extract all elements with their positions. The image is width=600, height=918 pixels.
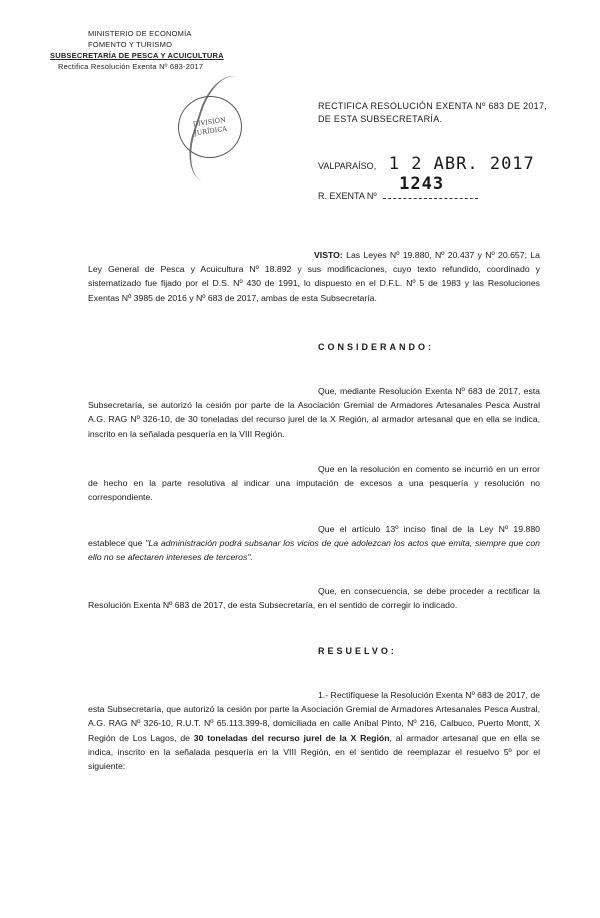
ministry-subtitle: FOMENTO Y TURISMO	[88, 40, 173, 49]
date-value: 1 2 ABR. 2017	[388, 154, 535, 174]
letterhead	[50, 28, 224, 72]
document-title	[318, 100, 547, 126]
considerando-heading: CONSIDERANDO:	[318, 342, 435, 352]
resolution-number: 1243	[399, 174, 445, 194]
resuelvo-heading: RESUELVO:	[318, 646, 397, 656]
visto-label: VISTO:	[314, 250, 343, 260]
resuelvo-p1	[88, 688, 540, 773]
resuelvo-p1-tail: , al armador artesanal que en ella se indica, inscrito en la señalada pesquería en la VIII Región, en el sentido de reemplazar el resuelvo 5º por el siguiente:	[88, 732, 540, 772]
considerando-p2: Que en la resolución en comento se incurrió en un error de hecho en la parte resolutiva al indicar una imputación de excesos a una pesquería y resolución no correspondiente.	[88, 464, 540, 503]
visto-paragraph	[88, 248, 540, 305]
date-place: VALPARAÍSO,	[318, 161, 377, 171]
stamp-line-2: JURÍDICA	[193, 124, 228, 138]
considerando-p3-text: Que el artículo 13º inciso final de la Ley Nº 19.880 establece que	[88, 524, 540, 549]
resolution-number-line	[318, 174, 478, 201]
considerando-p4: Que, en consecuencia, se debe proceder a rectificar la Resolución Exenta Nº 683 de 2017, de esta Subsecretaría, en el sentido de corregir lo indicado.	[88, 586, 540, 611]
considerando-p3-quote: "La administración podrá subsanar los vicios de que adolezcan los actos que emita, siempre que con ello no se afectaren intereses de terceros".	[88, 538, 540, 563]
resolution-label: R. EXENTA Nº	[318, 191, 377, 201]
considerando-p3	[88, 522, 540, 565]
stamp-line-1: DIVISIÓN	[192, 115, 227, 129]
resuelvo-p1-text: 1.- Rectifíquese la Resolución Exenta Nº 683 de 2017, de esta Subsecretaría, que autorizó la cesión por parte la Asociación Gremial de Armadores Artesanales Pesca Austral, A.G. RAG Nº 326-10, R.U.T. Nº 65.113.399-8, domiciliada en calle Aníbal Pinto, Nº 216, Calbuco, Puerto Montt, X Región de Los Lagos, de	[88, 690, 540, 743]
visto-text: Las Leyes Nº 19.880, Nº 20.437 y Nº 20.657; La Ley General de Pesca y Acuicultura Nº 18.892 y sus modificaciones, cuyo texto refundido, coordinado y sistematizado fue fijado por el D.S. Nº 430 de 1991, lo dispuesto en el D.F.L. Nº 5 de 1983 y las Resoluciones Exentas Nº 3985 de 2016 y Nº 683 de 2017, ambas de esta Subsecretaría.	[88, 250, 540, 303]
date-line	[318, 154, 535, 174]
resuelvo-p1-bold: 30 toneladas del recurso jurel de la X Región	[193, 732, 390, 743]
title-line-2: DE ESTA SUBSECRETARÍA.	[318, 114, 443, 124]
ministry-name: MINISTERIO DE ECONOMÍA	[88, 29, 192, 38]
considerando-p1: Que, mediante Resolución Exenta Nº 683 de 2017, esta Subsecretaría, se autorizó la cesión por parte de la Asociación Gremial de Armadores Artesanales Pesca Austral A.G. RAG Nº 326-10, de 30 toneladas del recurso jurel de la X Región, al armador artesanal que en ella se indica, inscrito en la señalada pesquería en la VIII Región.	[88, 386, 540, 439]
title-line-1: RECTIFICA RESOLUCIÓN EXENTA Nº 683 DE 2017,	[318, 101, 548, 111]
subsecretaria-name: SUBSECRETARÍA DE PESCA Y ACUICULTURA	[50, 51, 224, 60]
resolution-number-field	[383, 174, 478, 199]
reference-line: Rectifica Resolución Exenta Nº 683-2017	[58, 62, 204, 71]
